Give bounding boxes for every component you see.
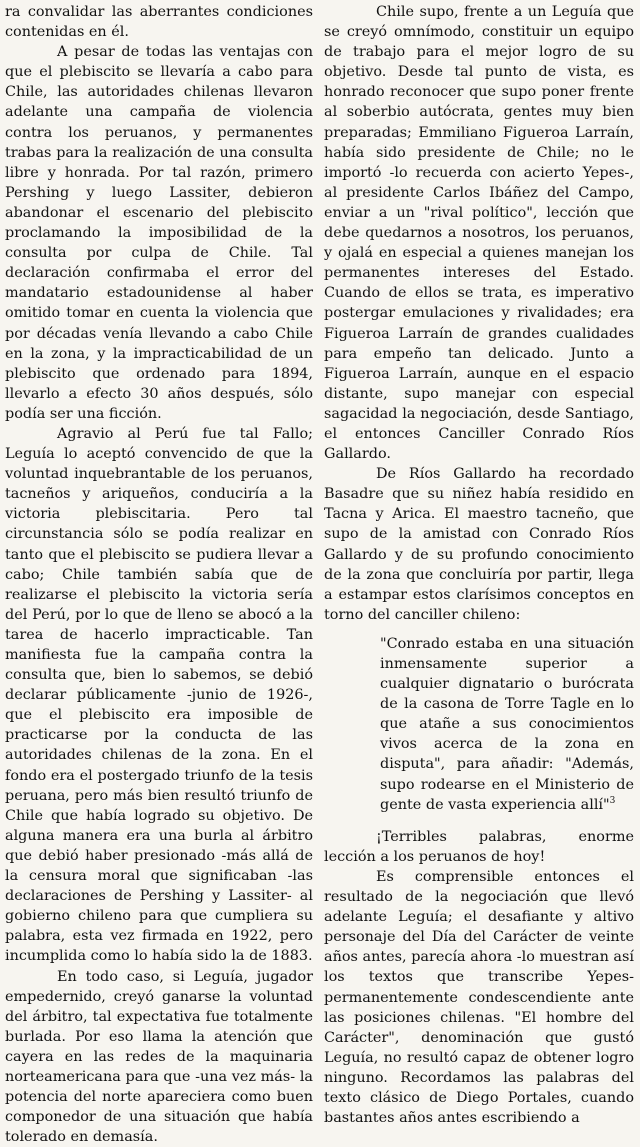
paragraph: ra convalidar las aberrantes condiciones contenidas en él.: [5, 2, 313, 42]
quote-text: "Conrado estaba en una situación inmensamente superior a cualquier dignatario o burócrata de la casona de Torre Tagle en lo que atañe a sus conocimientos vivos acerca de la zona en disputa", para añadir: "Además, supo rodearse en el Ministerio de gente de vasta experiencia allí": [380, 636, 634, 813]
footnote-marker: 3: [610, 796, 616, 806]
paragraph: Chile supo, frente a un Leguía que se creyó omnímodo, constituir un equipo de trabajo para el mejor logro de su objetivo. Desde tal punto de vista, es honrado reconocer que supo poner frente al soberbio autócrata, gentes muy bien preparadas; Emmiliano Figueroa Larraín, había sido presidente de Chile; no le importó -lo recuerda con acierto Yepes-, al presidente Carlos Ibáñez del Campo, enviar a un "rival político", lección que debe quedarnos a nosotros, los peruanos, y ojalá en especial a quienes manejan los permanentes intereses del Estado. Cuando de ellos se trata, es imperativo postergar emulaciones y rivalidades; era Figueroa Larraín de grandes cualidades para empeño tan delicado. Junto a Figueroa Larraín, aunque en el espacio distante, supo manejar con especial sagacidad la negociación, desde Santiago, el entonces Canciller Conrado Ríos Gallardo.: [324, 2, 634, 464]
paragraph: En todo caso, si Leguía, jugador empedernido, creyó ganarse la voluntad del árbitro, tal expectativa fue totalmente burlada. Por eso llama la atención que cayera en las redes de la maquinaria norteamericana para que -una vez más- la potencia del norte apareciera como buen componedor de una situación que había tolerado en demasía.: [5, 967, 313, 1147]
paragraph: ¡Terribles palabras, enorme lección a los peruanos de hoy!: [324, 827, 634, 867]
left-column: [5, 2, 313, 1147]
paragraph: Agravio al Perú fue tal Fallo; Leguía lo aceptó convencido de que la voluntad inquebrantable de los peruanos, tacneños y ariqueños, conduciría a la victoria plebiscitaria. Pero tal circunstancia sólo se podía realizar en tanto que el plebiscito se pudiera llevar a cabo; Chile también sabía que de realizarse el plebiscito la victoria sería del Perú, por lo que de lleno se abocó a la tarea de hacerlo impracticable. Tan manifiesta fue la campaña contra la consulta que, bien lo sabemos, se debió declarar públicamente -junio de 1926-, que el plebiscito era imposible de practicarse por la conducta de las autoridades chilenas de la zona. En el fondo era el postergado triunfo de la tesis peruana, pero más bien resultó triunfo de Chile que había logrado su objetivo. De alguna manera era una burla al árbitro que debió haber presionado -más allá de la censura moral que significaban -las declaraciones de Pershing y Lassiter- al gobierno chileno para que cumpliera su palabra, esta vez firmada en 1922, pero incumplida como lo había sido la de 1883.: [5, 424, 313, 967]
paragraph: De Ríos Gallardo ha recordado Basadre que su niñez había residido en Tacna y Arica. El maestro tacneño, que supo de la amistad con Conrado Ríos Gallardo y de su profundo conocimiento de la zona que concluiría por partir, llega a estampar estos clarísimos conceptos en torno del canciller chileno:: [324, 464, 634, 625]
paragraph: Es comprensible entonces el resultado de la negociación que llevó adelante Leguía; el desafiante y altivo personaje del Día del Carácter de veinte años antes, parecía ahora -lo muestran así los textos que transcribe Yepes- permanentemente condescendiente ante las posiciones chilenas. "El hombre del Carácter", denominación que gustó Leguía, no resultó capaz de obtener logro ninguno. Recordamos las palabras del texto clásico de Diego Portales, cuando bastantes años antes escribiendo a: [324, 867, 634, 1128]
right-column: [324, 2, 634, 1128]
block-quote: [324, 634, 634, 815]
paragraph: A pesar de todas las ventajas con que el plebiscito se llevaría a cabo para Chile, las autoridades chilenas llevaron adelante una campaña de violencia contra los peruanos, y permanentes trabas para la realización de una consulta libre y honrada. Por tal razón, primero Pershing y luego Lassiter, debieron abandonar el escenario del plebiscito proclamando la imposibilidad de la consulta por culpa de Chile. Tal declaración confirmaba el error del mandatario estadounidense al haber omitido tomar en cuenta la violencia que por décadas venía llevando a cabo Chile en la zona, y la impracticabilidad de un plebiscito que ordenado para 1894, llevarlo a efecto 30 años después, sólo podía ser una ficción.: [5, 42, 313, 424]
